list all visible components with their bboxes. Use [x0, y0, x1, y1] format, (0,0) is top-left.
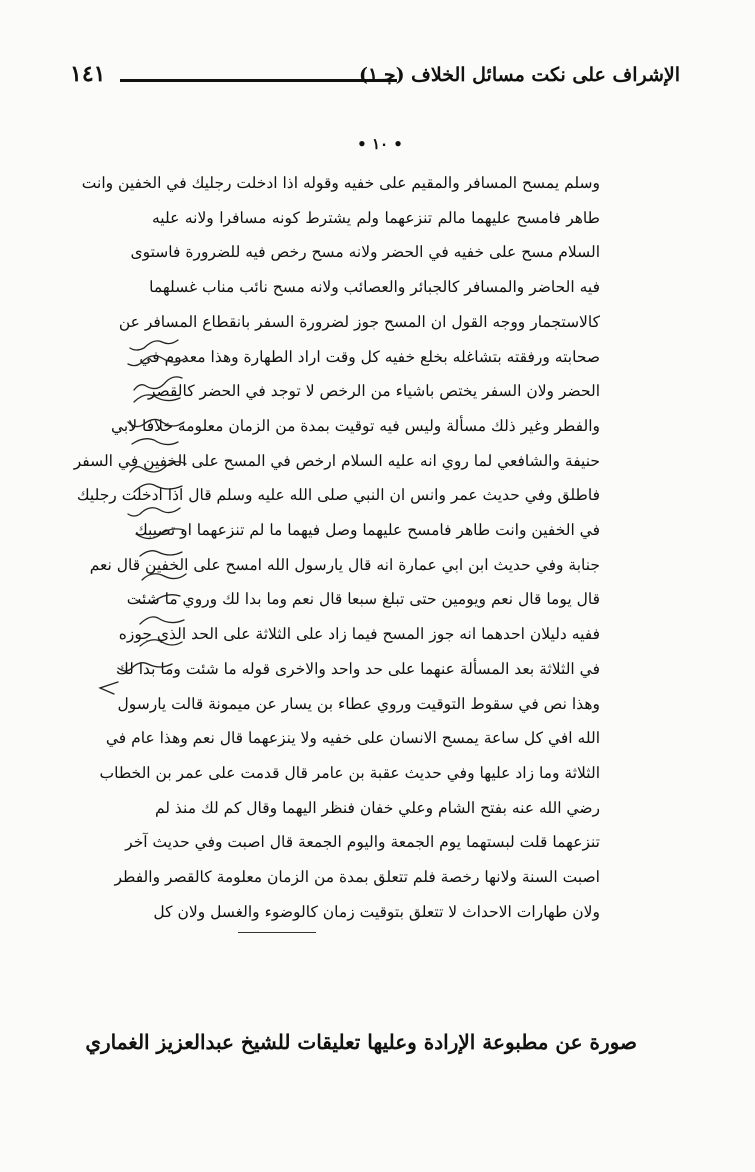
body-line: وهذا نص في سقوط التوقيت وروي عطاء بن يسار عن ميمونة قالت يارسول: [117, 694, 600, 713]
body-line: وسلم يمسح المسافر والمقيم على خفيه وقوله اذا ادخلت رجليك في الخفين وانت: [81, 174, 600, 192]
body-line: اصبت السنة ولانها رخصة فلم تتعلق بمدة من الزمان معلومة كالقصر والفطر: [114, 868, 600, 886]
page-number: ١٤١: [70, 61, 106, 87]
header-title: الإشراف على نكت مسائل الخلاف (جـ١): [359, 64, 680, 86]
handwritten-margin-notes: [82, 330, 192, 700]
image-caption: صورة عن مطبوعة الإرادة وعليها تعليقات للشيخ عبدالعزيز الغماري: [85, 1030, 637, 1054]
header-rule: [120, 79, 397, 82]
body-line: الله افي كل ساعة يمسح الانسان على خفيه ولا ينزعهما قال نعم وهذا عام في: [105, 729, 600, 748]
body-line: فيه الحاضر والمسافر كالجبائر والعصائب ولانه مسح نائب مناب غسلهما: [149, 278, 600, 297]
body-line: تنزعهما قلت لبستهما يوم الجمعة واليوم الجمعة قال اصبت وفي حديث آخر: [125, 833, 600, 852]
handwriting-scribble: [82, 330, 192, 700]
body-line: فاطلق وفي حديث عمر وانس ان النبي صلى الله عليه وسلم قال اذا ادخلت رجليك: [76, 486, 600, 505]
body-line: والفطر وغير ذلك مسألة وليس فيه توقيت بمدة من الزمان معلومة خلافا لابي: [111, 416, 600, 435]
body-line: الثلاثة وما زاد عليها وفي حديث عقبة بن عامر قال قدمت على عمر بن الخطاب: [99, 763, 600, 782]
body-line: حنيفة والشافعي لما روي انه عليه السلام ارخص في المسح على الخفين في السفر: [73, 451, 600, 470]
body-line: رضي الله عنه بفتح الشام وعلي خفان فنظر اليهما وقال كم لك منذ لم: [154, 798, 600, 817]
body-line: صحابته ورفقته بتشاغله بخلع خفيه كل وقت اراد الطهارة وهذا معدوم في: [139, 347, 600, 366]
body-line: جنابة وفي حديث ابن ابي عمارة انه قال يارسول الله امسح على الخفين قال نعم: [89, 555, 600, 574]
body-line: قال يوما قال نعم ويومين حتى تبلغ سبعا قال نعم وما بدا لك وروي ما شئت: [126, 590, 600, 609]
running-header: [70, 58, 680, 98]
body-line: كالاستجمار ووجه القول ان المسح جوز لضرورة السفر بانقطاع المسافر عن: [118, 312, 600, 331]
body-line: في الثلاثة بعد المسألة عنهما على حد واحد والاخرى قوله ما شئت وما بدا لك: [116, 659, 600, 678]
body-line: طاهر فامسح عليهما مالم تنزعهما ولم يشترط كونه مسافرا ولانه عليه: [152, 208, 600, 227]
section-mark: • ١٠ •: [357, 135, 403, 153]
body-line: في الخفين وانت طاهر فامسح عليهما وصل فيهما ما لم تنزعهما او تصيبك: [134, 521, 600, 539]
body-line: السلام مسح على خفيه في الحضر ولانه مسح رخص فيه للضرورة فاستوى: [130, 243, 600, 262]
body-line: الحضر ولان السفر يختص باشياء من الرخص لا توجد في الحضر كالقصر: [147, 382, 600, 401]
body-line: ففيه دليلان احدهما انه جوز المسح فيما زاد على الثلاثة على الحد الذي جوزه: [118, 625, 600, 644]
body-line: ولان طهارات الاحداث لا تتعلق بتوقيت زمان كالوضوء والغسل ولان كل: [153, 902, 600, 921]
footnote-divider: [238, 932, 316, 933]
